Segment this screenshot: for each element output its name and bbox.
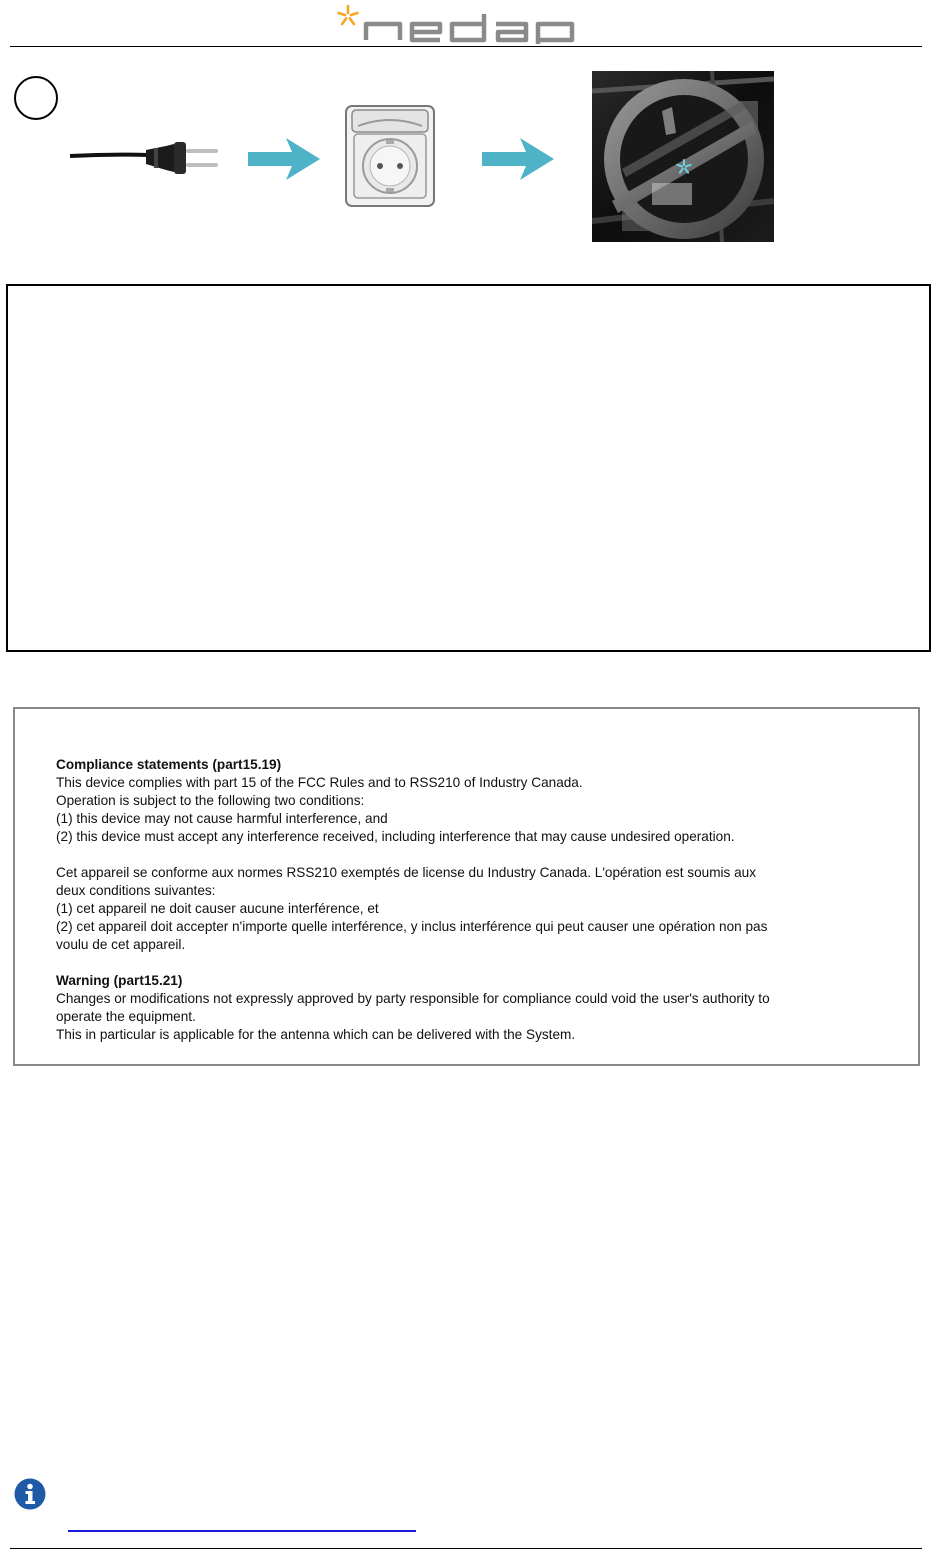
warning-line: Changes or modifications not expressly approved by party responsible for compliance could void the user's authority to	[56, 991, 770, 1006]
info-icon	[14, 1478, 46, 1510]
warning-heading: Warning (part15.21)	[56, 973, 183, 988]
warning-line: This in particular is applicable for the antenna which can be delivered with the System.	[56, 1027, 576, 1042]
compliance-fr-line: (1) cet appareil ne doit causer aucune interférence, et	[56, 901, 379, 916]
compliance-text	[56, 756, 896, 1044]
arrow-right-icon	[246, 136, 322, 182]
compliance-fr-line: deux conditions suivantes:	[56, 883, 216, 898]
arrow-right-icon	[480, 136, 556, 182]
compliance-fr-line: voulu de cet appareil.	[56, 937, 186, 952]
compliance-line: Operation is subject to the following two conditions:	[56, 793, 365, 808]
nedap-logo	[334, 4, 600, 44]
header-rule	[10, 46, 922, 47]
compliance-box	[13, 707, 920, 1066]
socket-icon	[344, 104, 436, 208]
compliance-heading: Compliance statements (part15.19)	[56, 757, 282, 772]
brand-name: nedap	[334, 4, 337, 5]
step-number-circle	[14, 76, 58, 120]
compliance-line: This device complies with part 15 of the FCC Rules and to RSS210 of Industry Canada.	[56, 775, 583, 790]
warning-line: operate the equipment.	[56, 1009, 196, 1024]
antenna-photo	[592, 71, 774, 242]
compliance-fr-line: Cet appareil se conforme aux normes RSS210 exemptés de license du Industry Canada. L'opération est soumis aux	[56, 865, 757, 880]
compliance-line: (2) this device must accept any interference received, including interference that may cause undesired operation.	[56, 829, 735, 844]
star-icon	[339, 6, 358, 24]
compliance-line: (1) this device may not cause harmful interference, and	[56, 811, 388, 826]
footer-link-underline[interactable]	[68, 1530, 416, 1532]
footer-rule	[10, 1548, 922, 1549]
plug-icon	[70, 136, 220, 182]
compliance-fr-line: (2) cet appareil doit accepter n'importe quelle interférence, y inclus interférence qui peut causer une opération non pas	[56, 919, 768, 934]
empty-content-box	[6, 284, 931, 652]
